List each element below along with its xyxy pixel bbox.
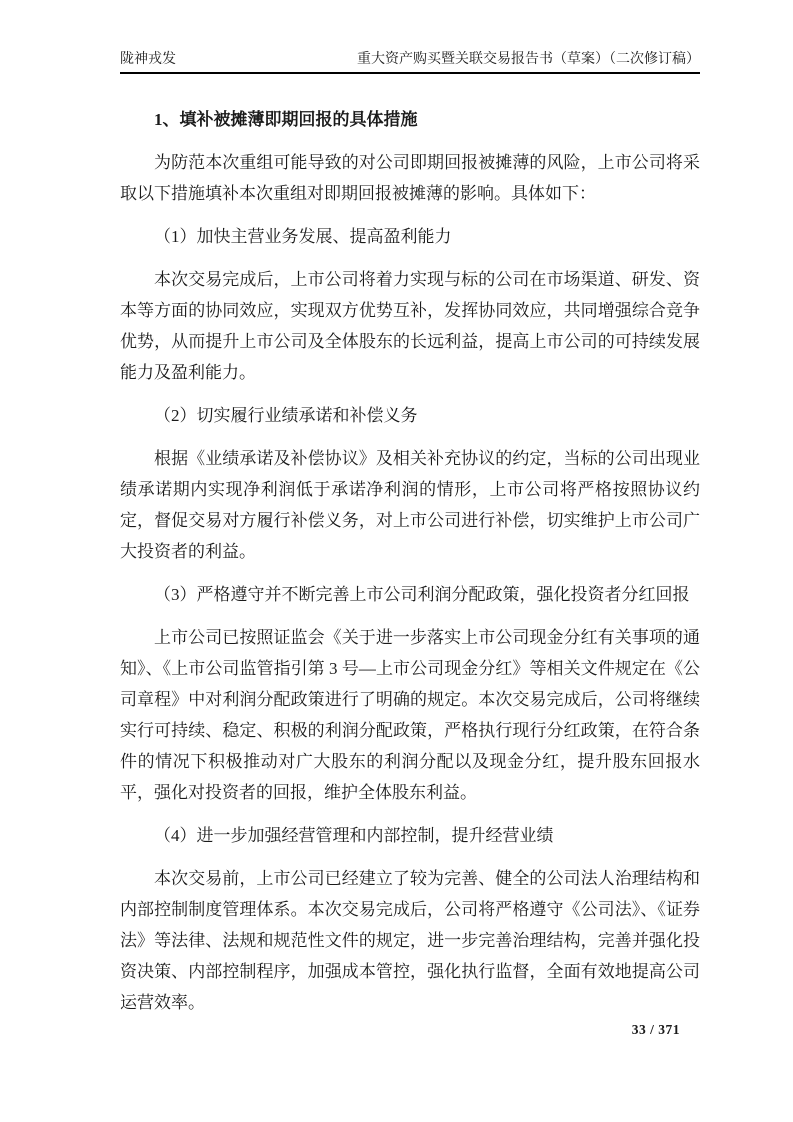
paragraph-subsection-4: 本次交易前，上市公司已经建立了较为完善、健全的公司法人治理结构和内部控制制度管理体系。本次交易完成后，公司将严格遵守《公司法》、《证券法》等法律、法规和规范性文件的规定，进一步完善治理结构，完善并强化投资决策、内部控制程序，加强成本管控，强化执行监督，全面有效地提高公司运营效率。 (120, 869, 700, 1012)
subsection-heading-2: （2）切实履行业绩承诺和补偿义务 (154, 406, 418, 425)
paragraph-subsection-1: 本次交易完成后，上市公司将着力实现与标的公司在市场渠道、研发、资本等方面的协同效应，实现双方优势互补，发挥协同效应，共同增强综合竞争优势，从而提升上市公司及全体股东的长远利益，提高上市公司的可持续发展能力及盈利能力。 (120, 270, 700, 382)
footer-page-number: 33 / 371 (631, 1022, 680, 1037)
document-body (120, 74, 700, 1018)
section-heading-measures: 1、填补被摊薄即期回报的具体措施 (154, 110, 418, 129)
header-right-text: 重大资产购买暨关联交易报告书（草案）（二次修订稿） (357, 52, 700, 67)
page-header (120, 0, 700, 74)
subsection-heading-3: （3）严格遵守并不断完善上市公司利润分配政策，强化投资者分红回报 (154, 585, 690, 604)
header-left-text: 陇神戎发 (120, 52, 176, 67)
paragraph-intro: 为防范本次重组可能导致的对公司即期回报被摊薄的风险，上市公司将采取以下措施填补本次重组对即期回报被摊薄的影响。具体如下： (120, 153, 700, 203)
paragraph-subsection-3: 上市公司已按照证监会《关于进一步落实上市公司现金分红有关事项的通知》、《上市公司监管指引第 3 号—上市公司现金分红》等相关文件规定在《公司章程》中对利润分配政策进行了明确的规定。本次交易完成后，公司将继续实行可持续、稳定、积极的利润分配政策，严格执行现行分红政策，在符合条件的情况下积极推动对广大股东的利润分配以及现金分红，提升股东回报水平，强化对投资者的回报，维护全体股东利益。 (120, 628, 700, 802)
header-rule (120, 50, 700, 74)
paragraph-subsection-2: 根据《业绩承诺及补偿协议》及相关补充协议的约定，当标的公司出现业绩承诺期内实现净利润低于承诺净利润的情形，上市公司将严格按照协议约定，督促交易对方履行补偿义务，对上市公司进行补偿，切实维护上市公司广大投资者的利益。 (120, 449, 700, 561)
subsection-heading-4: （4）进一步加强经营管理和内部控制，提升经营业绩 (154, 826, 554, 845)
subsection-heading-1: （1）加快主营业务发展、提高盈利能力 (154, 227, 452, 246)
